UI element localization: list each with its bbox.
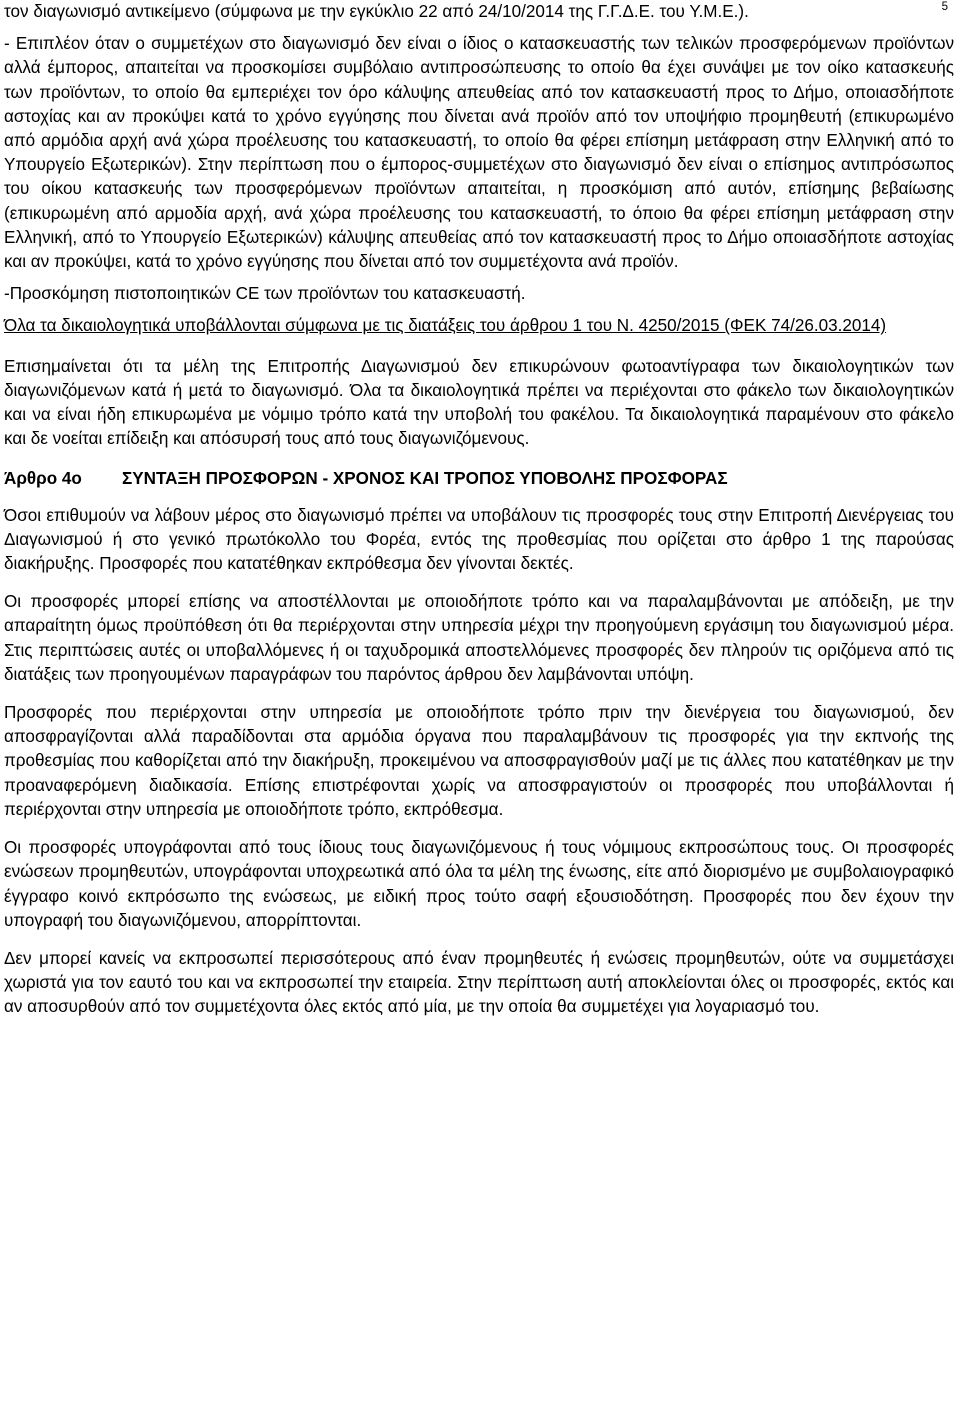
- paragraph-postal-submission: Οι προσφορές μπορεί επίσης να αποστέλλονται με οποιοδήποτε τρόπο και να παραλαμβάνονται με απόδειξη, με την απαραίτητη όμως προϋπόθεση ότι θα περιέρχονται στην υπηρεσία μέχρι την προηγούμενη εργάσιμη του διαγωνισμού μέρα. Στις περιπτώσεις αυτές οι υποβαλλόμενες ή οι ταχυδρομικά αποστελλόμενες προσφορές δεν πληρούν τις οριζόμενα από τις διατάξεις των προηγουμένων παραγράφων του παρόντος άρθρου δεν λαμβάνονται υπόψη.: [4, 592, 954, 684]
- paragraph-representation-limits: Δεν μπορεί κανείς να εκπροσωπεί περισσότερους από έναν προμηθευτές ή ενώσεις προμηθευτών, ούτε να συμμετάσχει χωριστά για τον εαυτό του και να εκπροσωπεί την εταιρεία. Στην περίπτωση αυτή αποκλείονται όλες οι προσφορές, εκτός και αν αποσυρθούν από τον συμμετέχοντα όλες εκτός από μία, με την οποία θα συμμετέχει για λογαριασμό του.: [4, 948, 954, 1017]
- paragraph-committee-note: Επισημαίνεται ότι τα μέλη της Επιτροπής Διαγωνισμού δεν επικυρώνουν φωτοαντίγραφα των δικαιολογητικών των διαγωνιζόμενων κατά ή μετά το διαγωνισμό. Όλα τα δικαιολογητικά πρέπει να περιέχονται στο φάκελο των δικαιολογητικών και να είναι ήδη επικυρωμένα με νόμιμο τρόπο κατά την υποβολή του φακέλου. Τα δικαιολογητικά παραμένουν στο φάκελο και δε νοείται επίδειξη και απόσυρσή τους από τους διαγωνιζόμενους.: [4, 356, 954, 449]
- paragraph-signatures: Οι προσφορές υπογράφονται από τους ίδιους τους διαγωνιζόμενους ή τους νόμιμους εκπροσώπους τους. Οι προσφορές ενώσεων προμηθευτών, υπογράφονται υποχρεωτικά από όλα τα μέλη της ένωσης, είτε από διορισμένο με συμβολαιογραφικό έγγραφο κοινό εκπρόσωπο της ενώσεως, με ειδική προς τούτο σαφή εξουσιοδότηση. Προσφορές που δεν έχουν την υπογραφή του διαγωνιζόμενου, απορρίπτονται.: [4, 838, 954, 930]
- page-number: 5: [941, 1, 948, 13]
- document-page: [4, 0, 954, 1020]
- paragraph-ce-certificates: -Προσκόμηση πιστοποιητικών CE των προϊόντων του κατασκευαστή.: [4, 284, 526, 304]
- paragraph-submission: Όσοι επιθυμούν να λάβουν μέρος στο διαγωνισμό πρέπει να υποβάλουν τις προσφορές τους στην Επιτροπή Διενέργειας του Διαγωνισμού ή στο γενικό πρωτόκολλο του Φορέα, εντός της προθεσμίας που ορίζεται στο άρθρο 1 της παρούσας διακήρυξης. Προσφορές που κατατέθηκαν εκπρόθεσμα δεν γίνονται δεκτές.: [4, 505, 954, 574]
- paragraph-law-reference: Όλα τα δικαιολογητικά υποβάλλονται σύμφωνα με τις διατάξεις του άρθρου 1 του Ν. 4250/2015 (ΦΕΚ 74/26.03.2014): [4, 316, 887, 336]
- article-heading: [4, 467, 954, 491]
- paragraph-early-offers: Προσφορές που περιέρχονται στην υπηρεσία με οποιοδήποτε τρόπο πριν την διενέργεια του διαγωνισμού, δεν αποσφραγίζονται αλλά παραδίδονται στα αρμόδια όργανα που παραλαμβάνουν τις προσφορές για την εκπνοής της προθεσμίας που καθορίζεται από την διακήρυξη, προκειμένου να αποσφραγισθούν μαζί με τις άλλες που κατατέθηκαν με την προαναφερόμενη διαδικασία. Επίσης επιστρέφονται χωρίς να αποσφραγιστούν οι προσφορές που υποβάλλονται ή περιέρχονται στην υπηρεσία με οποιοδήποτε τρόπο, εκπρόθεσμα.: [4, 703, 954, 819]
- paragraph-continuation: τον διαγωνισμό αντικείμενο (σύμφωνα με την εγκύκλιο 22 από 24/10/2014 της Γ.Γ.Δ.Ε. του Υ.Μ.Ε.).: [4, 2, 749, 21]
- article-number: Άρθρο 4ο: [4, 469, 82, 489]
- paragraph-representation-contract: - Επιπλέον όταν ο συμμετέχων στο διαγωνισμό δεν είναι ο ίδιος ο κατασκευαστής των τελικών προσφερόμενων προϊόντων αλλά έμπορος, απαιτείται να προσκομίσει συμβόλαιο αντιπροσώπευσης το οποίο θα έχει συνάψει με τον οίκο κατασκευής των προϊόντων, το οποίο θα εμπεριέχει τον όρο κάλυψης απευθείας από τον κατασκευαστή προς το Δήμο, οποιασδήποτε αστοχίας και αν προκύψει κατά το χρόνο εγγύησης που δίνεται ανά προϊόν από τον υποψήφιο προμηθευτή (επικυρωμένο από αρμόδια αρχή ανά χώρα προέλευσης του κατασκευαστή, το οποίο θα φέρει επίσημη μετάφραση στην Ελληνική από το Υπουργείο Εξωτερικών). Στην περίπτωση που ο έμπορος-συμμετέχων στο διαγωνισμό δεν είναι ο επίσημος αντιπρόσωπος του οίκου κατασκευής των προσφερόμενων προϊόντων απαιτείται, η προσκόμιση από αυτόν, επίσημης βεβαίωσης (επικυρωμένη από αρμοδία αρχή, ανά χώρα προέλευσης του κατασκευαστή, το όποιο θα φέρει επίσημη μετάφραση στην Ελληνική, από το Υπουργείο Εξωτερικών) κάλυψης απευθείας από τον κατασκευαστή προς το Δήμο οποιασδήποτε αστοχίας και αν προκύψει, κατά το χρόνο εγγύησης που δίνεται από τον συμμετέχοντα ανά προϊόν.: [4, 34, 954, 272]
- article-title: ΣΥΝΤΑΞΗ ΠΡΟΣΦΟΡΩΝ - ΧΡΟΝΟΣ ΚΑΙ ΤΡΟΠΟΣ ΥΠΟΒΟΛΗΣ ΠΡΟΣΦΟΡΑΣ: [122, 469, 728, 489]
